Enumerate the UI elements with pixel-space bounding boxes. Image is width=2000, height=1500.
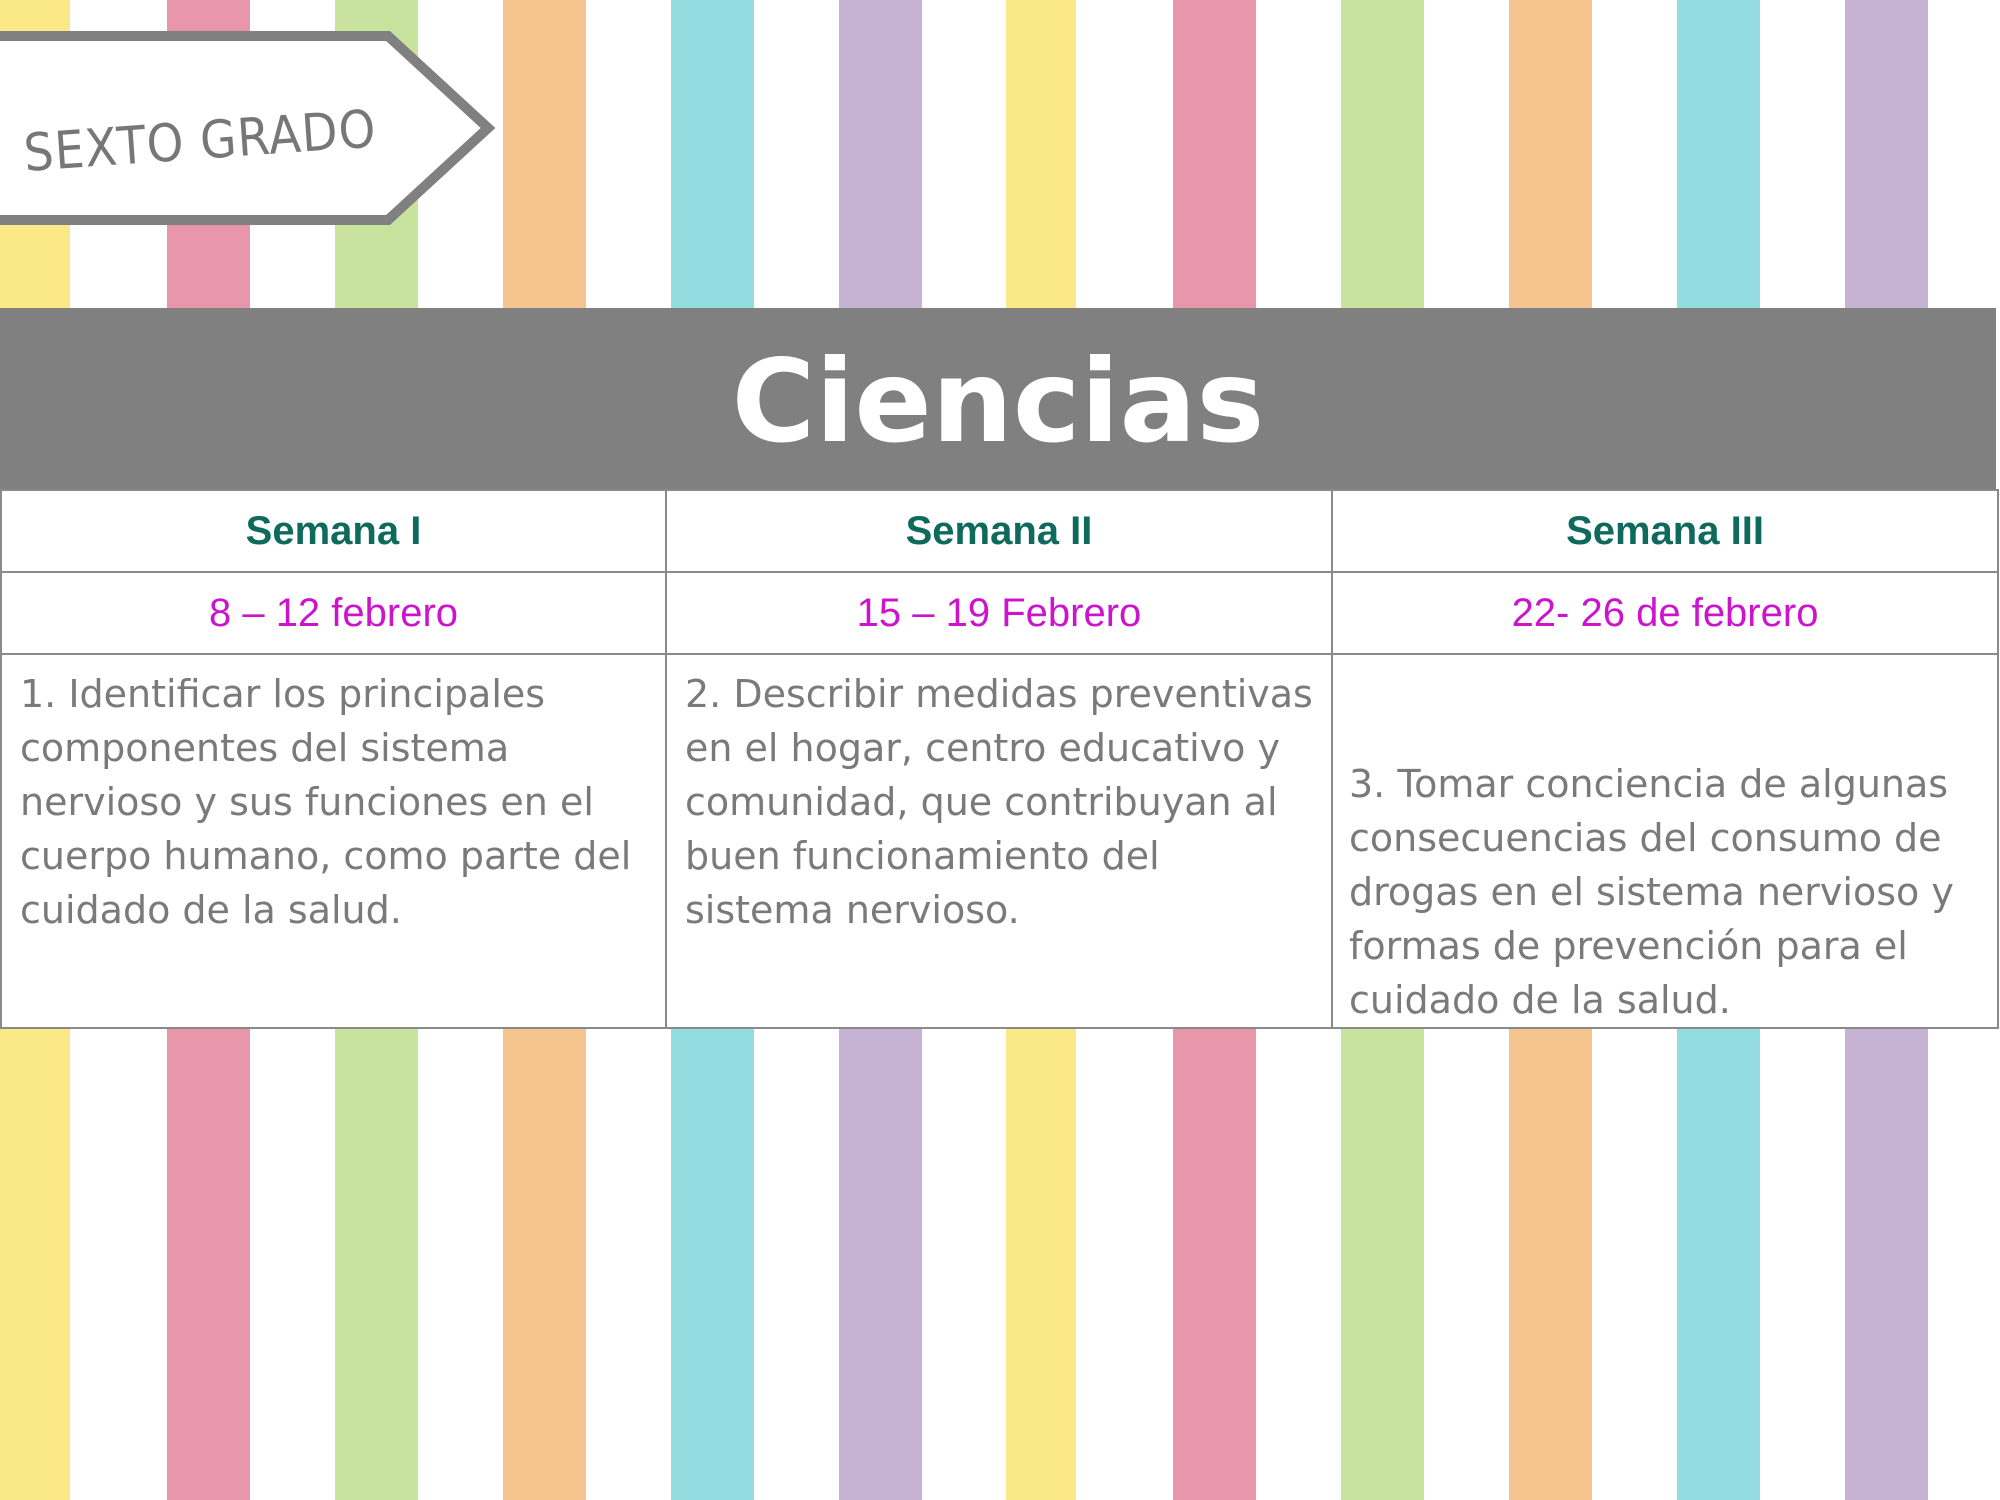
subject-title: Ciencias (731, 335, 1265, 468)
week-header-row (1, 490, 1998, 572)
week-1-objective-cell (1, 654, 666, 1028)
week-3-objective-cell (1332, 654, 1998, 1028)
week-2-objective: 2. Describir medidas preventivas en el hogar, centro educativo y comunidad, que contribuyan al buen funcionamiento del sistema nervioso. (685, 672, 1313, 932)
week-2-header: Semana II (666, 490, 1332, 572)
week-2-objective-cell (666, 654, 1332, 1028)
week-1-dates: 8 – 12 febrero (1, 572, 666, 654)
date-row (1, 572, 1998, 654)
week-2-dates: 15 – 19 Febrero (666, 572, 1332, 654)
grade-label: SEXTO GRADO (21, 99, 379, 184)
objective-row (1, 654, 1998, 1028)
week-3-objective: 3. Tomar conciencia de algunas consecuencias del consumo de drogas en el sistema nervioso y formas de prevención para el cuidado de la salud. (1349, 762, 1954, 1022)
week-3-dates: 22- 26 de febrero (1332, 572, 1998, 654)
subject-title-bar (0, 308, 1996, 490)
weekly-plan-table (0, 489, 1999, 1029)
week-1-header: Semana I (1, 490, 666, 572)
week-3-header: Semana III (1332, 490, 1998, 572)
week-1-objective: 1. Identificar los principales componentes del sistema nervioso y sus funciones en el cuerpo humano, como parte del cuidado de la salud. (20, 672, 632, 932)
grade-label-tag (0, 28, 500, 233)
